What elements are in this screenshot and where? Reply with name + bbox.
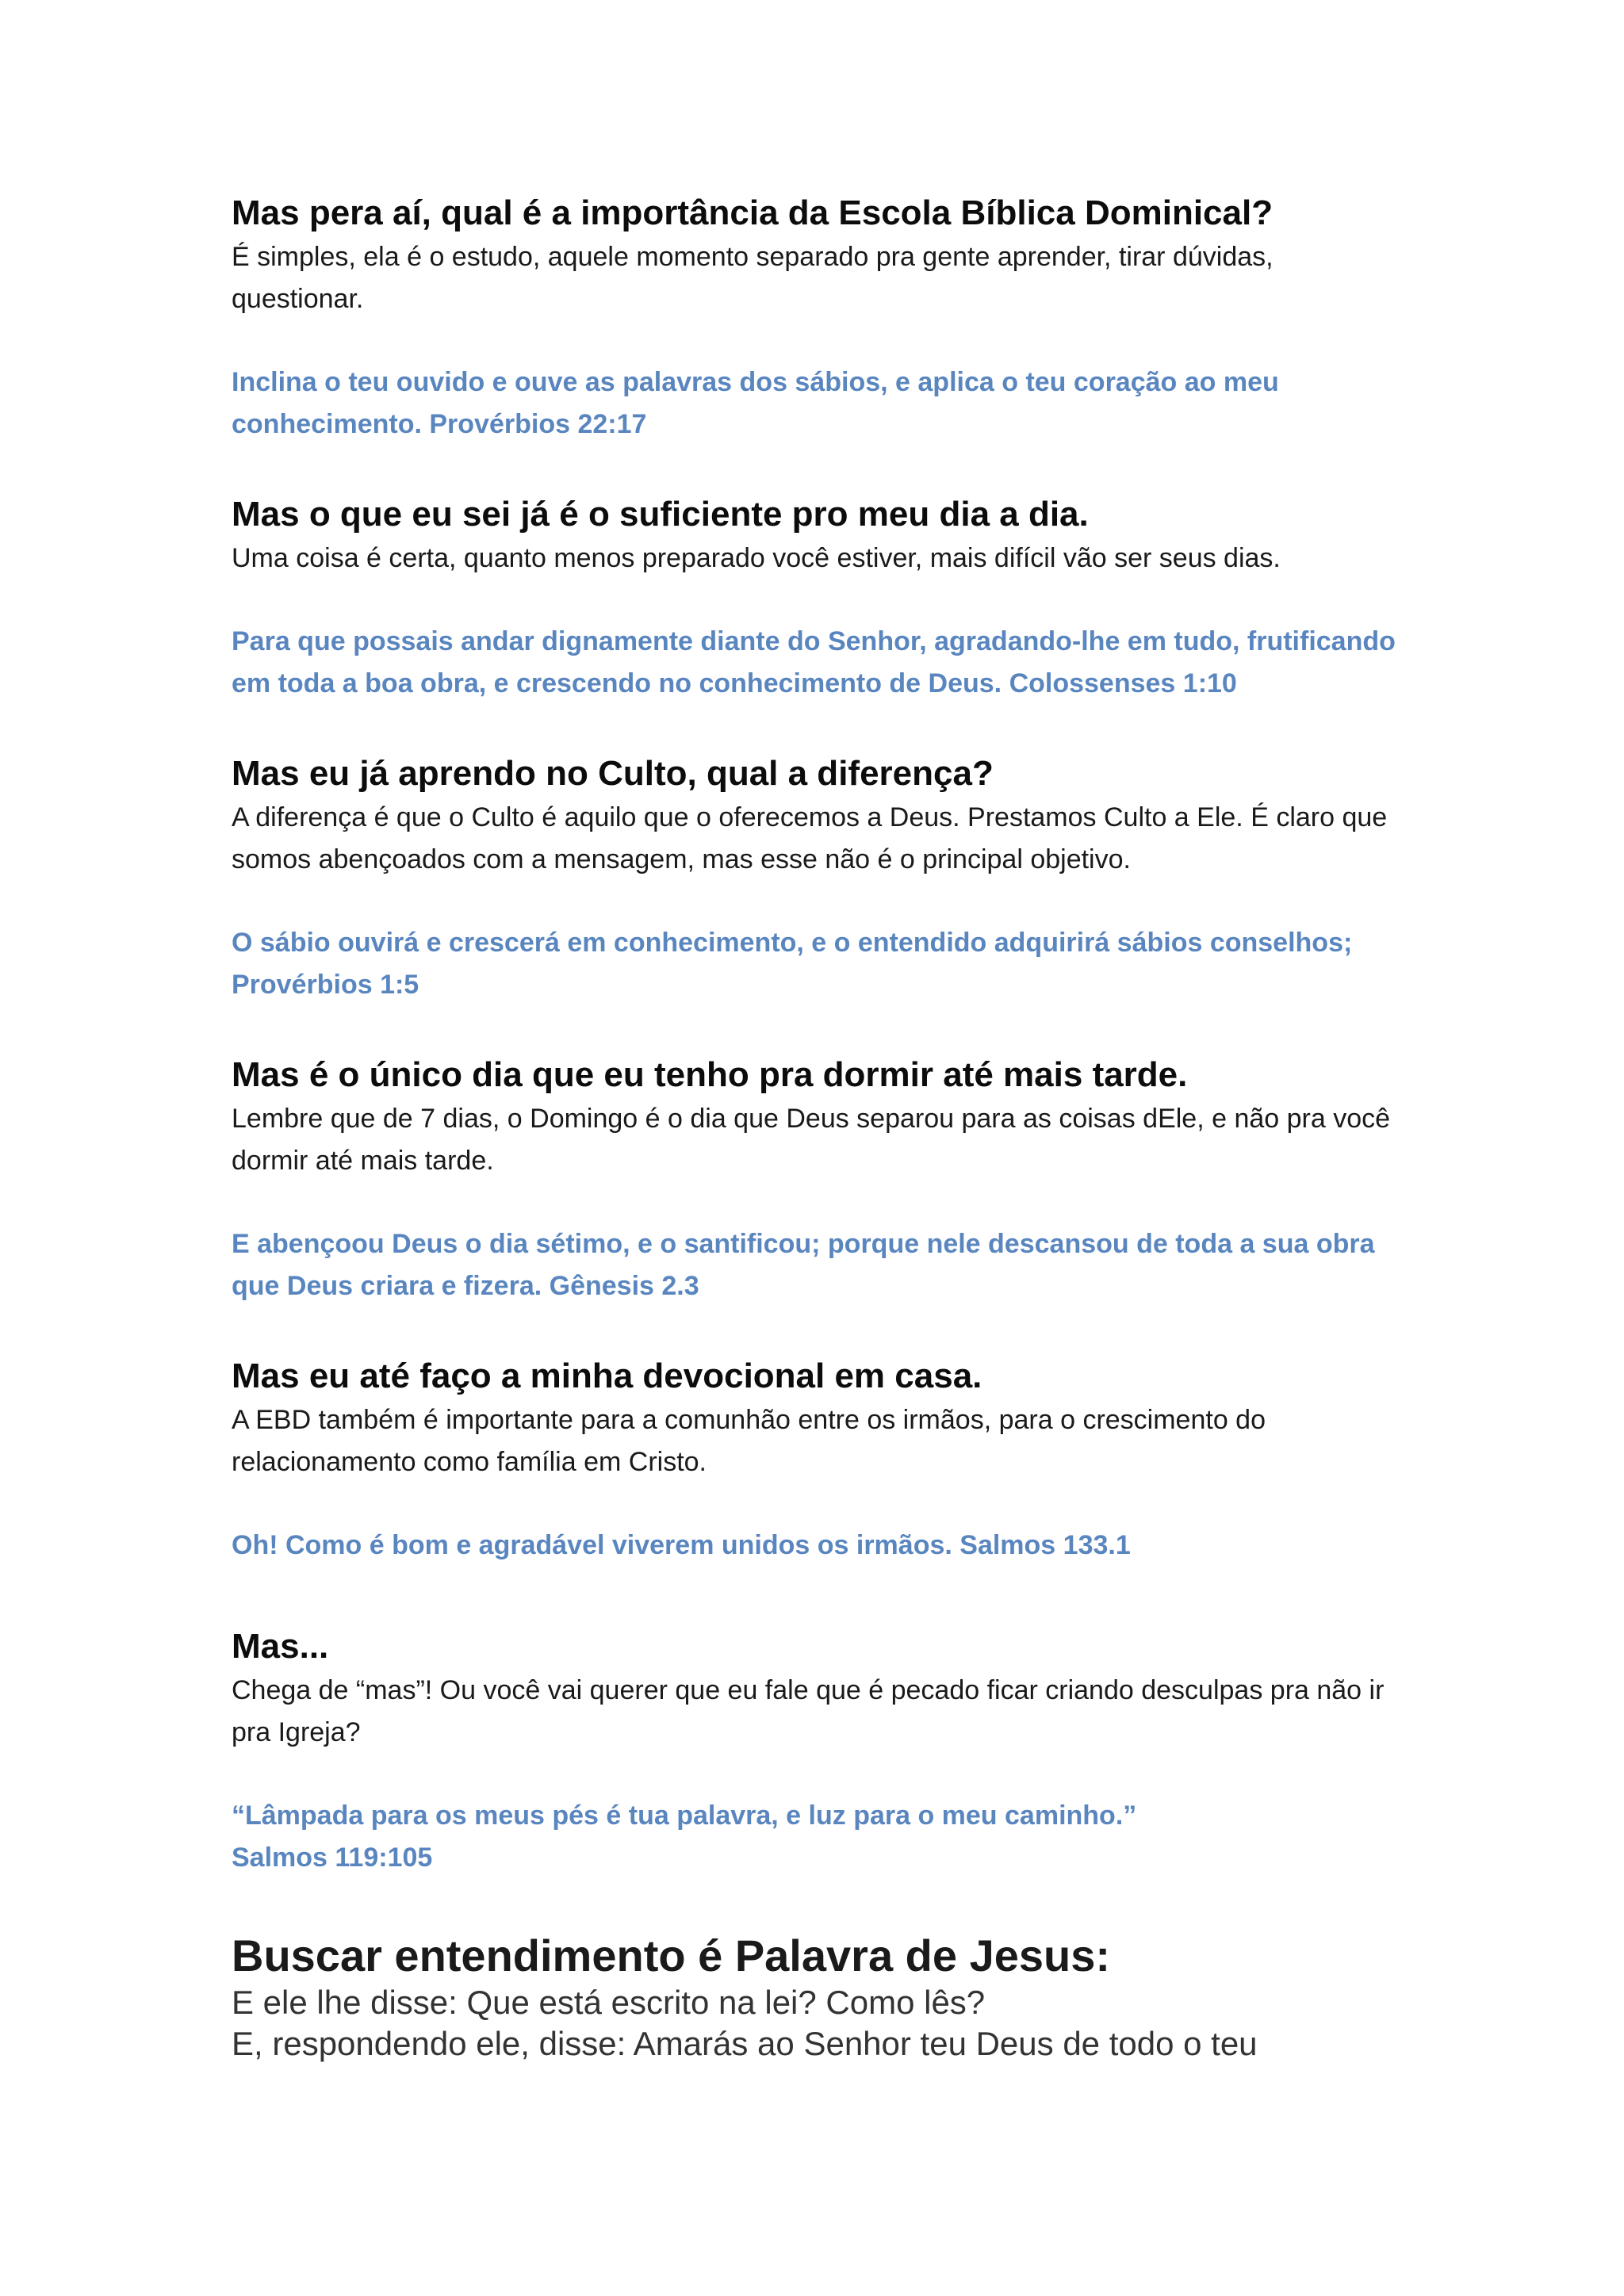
section-mas — [232, 1624, 1405, 1879]
bible-verse — [232, 1795, 1405, 1879]
closing-line: E ele lhe disse: Que está escrito na lei? Como lês? — [232, 1984, 986, 2021]
document-body — [232, 190, 1405, 2064]
section-body: É simples, ela é o estudo, aquele momento separado pra gente aprender, tirar dúvidas, questionar. — [232, 242, 1274, 314]
section-culto-difference — [232, 751, 1405, 1006]
section-home-devotional — [232, 1353, 1405, 1567]
section-heading: Mas pera aí, qual é a importância da Escola Bíblica Dominical? — [232, 193, 1274, 232]
closing-title: Buscar entendimento é Palavra de Jesus: — [232, 1931, 1110, 1980]
bible-verse: Oh! Como é bom e agradável viverem unidos os irmãos. Salmos 133.1 — [232, 1530, 1131, 1560]
section-body: Uma coisa é certa, quanto menos preparado você estiver, mais difícil vão ser seus dias. — [232, 543, 1281, 573]
section-heading: Mas eu até faço a minha devocional em casa. — [232, 1357, 982, 1395]
section-body: Lembre que de 7 dias, o Domingo é o dia que Deus separou para as coisas dEle, e não pra você dormir até mais tarde. — [232, 1104, 1391, 1176]
section-heading: Mas eu já aprendo no Culto, qual a diferença? — [232, 754, 994, 793]
section-ebd-importance — [232, 190, 1405, 446]
section-body: Chega de “mas”! Ou você vai querer que eu fale que é pecado ficar criando desculpas pra não ir pra Igreja? — [232, 1675, 1385, 1747]
bible-verse: O sábio ouvirá e crescerá em conhecimento, e o entendido adquirirá sábios conselhos; Provérbios 1:5 — [232, 928, 1353, 1000]
bible-verse: Inclina o teu ouvido e ouve as palavras dos sábios, e aplica o teu coração ao meu conhecimento. Provérbios 22:17 — [232, 367, 1279, 439]
bible-verse-text: “Lâmpada para os meus pés é tua palavra, e luz para o meu caminho.” — [232, 1800, 1137, 1831]
section-sleep-late — [232, 1052, 1405, 1307]
bible-verse-reference: Salmos 119:105 — [232, 1843, 433, 1873]
section-body: A diferença é que o Culto é aquilo que o oferecemos a Deus. Prestamos Culto a Ele. É claro que somos abençoados com a mensagem, mas esse não é o principal objetivo. — [232, 802, 1388, 874]
section-heading: Mas é o único dia que eu tenho pra dormir até mais tarde. — [232, 1055, 1188, 1094]
bible-verse: Para que possais andar dignamente diante do Senhor, agradando-lhe em tudo, frutificando em toda a boa obra, e crescendo no conhecimento de Deus. Colossenses 1:10 — [232, 626, 1396, 698]
bible-verse: E abençoou Deus o dia sétimo, e o santificou; porque nele descansou de toda a sua obra que Deus criara e fizera. Gênesis 2.3 — [232, 1229, 1375, 1301]
section-heading: Mas... — [232, 1627, 329, 1666]
section-enough-knowledge — [232, 492, 1405, 705]
section-body: A EBD também é importante para a comunhão entre os irmãos, para o crescimento do relacionamento como família em Cristo. — [232, 1405, 1266, 1477]
section-heading: Mas o que eu sei já é o suficiente pro meu dia a dia. — [232, 495, 1089, 534]
section-closing — [232, 1930, 1405, 2064]
closing-line: E, respondendo ele, disse: Amarás ao Senhor teu Deus de todo o teu — [232, 2025, 1258, 2062]
